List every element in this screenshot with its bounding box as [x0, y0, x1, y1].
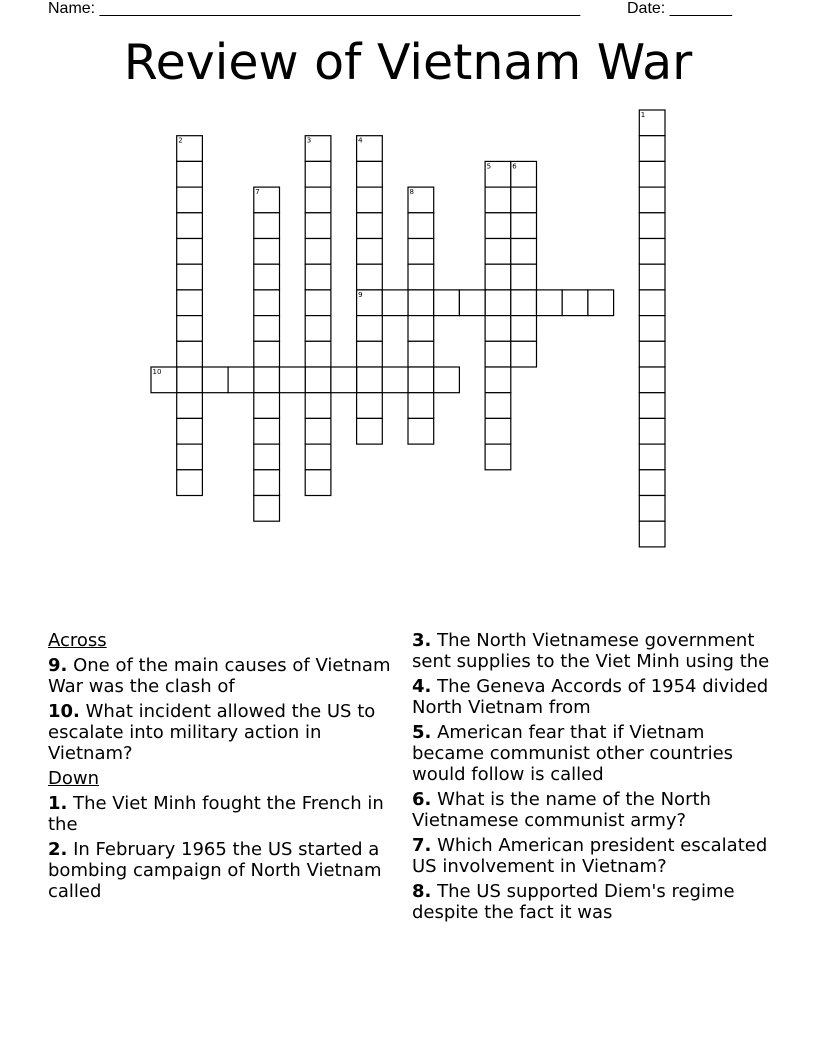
grid-cell[interactable] [177, 367, 203, 393]
grid-cell[interactable] [357, 239, 383, 265]
grid-cell[interactable] [408, 239, 434, 265]
clue-text: The North Vietnamese government sent supplies to the Viet Minh using the [412, 630, 770, 672]
grid-cell[interactable] [177, 213, 203, 239]
grid-cell[interactable] [357, 316, 383, 342]
grid-cell[interactable] [408, 418, 434, 444]
grid-cell[interactable] [357, 393, 383, 419]
grid-cell[interactable] [562, 290, 588, 316]
grid-cell[interactable] [357, 341, 383, 367]
grid-cell[interactable] [485, 264, 511, 290]
clue-text: In February 1965 the US started a bombing campaign of North Vietnam called [48, 839, 382, 902]
grid-cell[interactable] [305, 264, 331, 290]
grid-cell[interactable] [177, 470, 203, 496]
grid-cell[interactable] [639, 290, 665, 316]
grid-cell[interactable] [254, 418, 280, 444]
date-field-label: Date: _______ [627, 0, 732, 17]
clue-text: Which American president escalated US involvement in Vietnam? [412, 835, 768, 877]
grid-cell[interactable] [357, 264, 383, 290]
clue-text: The US supported Diem's regime despite the fact it was [412, 881, 735, 923]
grid-cell[interactable] [434, 367, 460, 393]
clue-number: 9. [48, 655, 68, 676]
grid-cell[interactable] [408, 393, 434, 419]
grid-cell[interactable] [254, 264, 280, 290]
grid-cell[interactable] [588, 290, 614, 316]
clue-across-9 [48, 655, 408, 697]
grid-cell[interactable] [639, 239, 665, 265]
grid-cell[interactable] [357, 418, 383, 444]
across-heading: Across [48, 630, 107, 651]
grid-cell[interactable] [305, 290, 331, 316]
grid-cell[interactable] [254, 316, 280, 342]
clue-number: 7. [412, 835, 432, 856]
grid-cell[interactable] [511, 213, 537, 239]
clue-down-3 [412, 630, 782, 672]
clue-number-label: 3 [306, 136, 312, 145]
clue-number-label: 2 [178, 136, 183, 145]
clue-number-label: 9 [358, 290, 363, 299]
grid-cell[interactable] [228, 367, 254, 393]
grid-cell[interactable] [177, 418, 203, 444]
grid-cell[interactable] [639, 496, 665, 522]
grid-cell[interactable] [177, 341, 203, 367]
grid-cell[interactable] [254, 213, 280, 239]
grid-cell[interactable] [639, 136, 665, 162]
clue-number-label: 8 [409, 188, 414, 197]
grid-cell[interactable] [485, 213, 511, 239]
down-heading: Down [48, 768, 100, 789]
grid-cell[interactable] [537, 290, 563, 316]
grid-cell[interactable] [639, 316, 665, 342]
grid-cell[interactable] [639, 470, 665, 496]
grid-cell[interactable] [639, 418, 665, 444]
grid-cell[interactable] [485, 187, 511, 213]
grid-cell[interactable] [177, 161, 203, 187]
grid-cell[interactable] [357, 213, 383, 239]
grid-cell[interactable] [202, 367, 228, 393]
clues-left-column [48, 630, 408, 906]
grid-cell[interactable] [254, 393, 280, 419]
page-title: Review of Vietnam War [123, 34, 693, 91]
grid-cell[interactable] [639, 161, 665, 187]
grid-cell[interactable] [305, 393, 331, 419]
grid-cell[interactable] [639, 341, 665, 367]
grid-cell[interactable] [485, 290, 511, 316]
clue-number-label: 7 [255, 188, 260, 197]
grid-cell[interactable] [280, 367, 306, 393]
clue-down-1 [48, 793, 408, 835]
grid-cell[interactable] [254, 341, 280, 367]
clue-number: 10. [48, 701, 80, 722]
grid-cell[interactable] [254, 290, 280, 316]
clue-number: 8. [412, 881, 432, 902]
grid-cell[interactable] [254, 470, 280, 496]
clue-text: What incident allowed the US to escalate into military action in Vietnam? [48, 701, 376, 764]
grid-cell[interactable] [511, 239, 537, 265]
grid-cell[interactable] [357, 161, 383, 187]
grid-cell[interactable] [485, 393, 511, 419]
clue-text: One of the main causes of Vietnam War was the clash of [48, 655, 391, 697]
grid-cell[interactable] [511, 264, 537, 290]
clue-number-label: 4 [358, 136, 363, 145]
clue-number: 4. [412, 676, 432, 697]
grid-cell[interactable] [485, 418, 511, 444]
clue-down-2 [48, 839, 408, 902]
grid-cell[interactable] [254, 496, 280, 522]
grid-cell[interactable] [408, 316, 434, 342]
grid-cell[interactable] [305, 161, 331, 187]
grid-cell[interactable] [177, 264, 203, 290]
clue-down-8 [412, 881, 782, 923]
grid-cell[interactable] [485, 367, 511, 393]
grid-cell[interactable] [408, 290, 434, 316]
grid-cell[interactable] [305, 444, 331, 470]
grid-cell[interactable] [305, 418, 331, 444]
grid-cell[interactable] [639, 393, 665, 419]
grid-cell[interactable] [408, 264, 434, 290]
grid-cell[interactable] [254, 239, 280, 265]
clue-text: American fear that if Vietnam became communist other countries would follow is called [412, 722, 734, 785]
grid-cell[interactable] [305, 187, 331, 213]
grid-cell[interactable] [254, 444, 280, 470]
grid-cell[interactable] [305, 470, 331, 496]
clue-number: 1. [48, 793, 68, 814]
grid-cell[interactable] [434, 290, 460, 316]
grid-cell[interactable] [408, 367, 434, 393]
grid-cell[interactable] [511, 316, 537, 342]
grid-cell[interactable] [357, 187, 383, 213]
clue-number-label: 6 [512, 162, 517, 171]
grid-cell[interactable] [639, 444, 665, 470]
grid-cell[interactable] [639, 521, 665, 547]
clue-text: The Viet Minh fought the French in the [48, 793, 384, 835]
grid-cell[interactable] [331, 367, 357, 393]
grid-cell[interactable] [639, 367, 665, 393]
clue-number-label: 1 [640, 111, 646, 119]
grid-cell[interactable] [485, 341, 511, 367]
grid-cell[interactable] [511, 187, 537, 213]
grid-cell[interactable] [254, 367, 280, 393]
grid-cell[interactable] [408, 341, 434, 367]
grid-cell[interactable] [177, 187, 203, 213]
grid-cell[interactable] [639, 264, 665, 290]
clue-down-4 [412, 676, 782, 718]
clue-text: What is the name of the North Vietnamese communist army? [412, 789, 711, 831]
grid-cell[interactable] [382, 367, 408, 393]
grid-cell[interactable] [177, 239, 203, 265]
grid-cell[interactable] [305, 239, 331, 265]
grid-cell[interactable] [305, 213, 331, 239]
grid-cell[interactable] [357, 367, 383, 393]
clues-right-column [412, 630, 782, 927]
clue-number: 2. [48, 839, 68, 860]
clue-number-label: 5 [486, 162, 492, 171]
grid-cell[interactable] [639, 187, 665, 213]
grid-cell[interactable] [639, 213, 665, 239]
grid-cell[interactable] [459, 290, 485, 316]
grid-cell[interactable] [485, 239, 511, 265]
grid-cell[interactable] [305, 341, 331, 367]
grid-cell[interactable] [305, 367, 331, 393]
clue-number-label: 10 [152, 368, 162, 376]
grid-cell[interactable] [511, 341, 537, 367]
grid-cell[interactable] [177, 393, 203, 419]
clue-text: The Geneva Accords of 1954 divided North Vietnam from [412, 676, 769, 718]
grid-cell[interactable] [485, 316, 511, 342]
grid-cell[interactable] [511, 290, 537, 316]
clue-down-6 [412, 789, 782, 831]
clue-number: 3. [412, 630, 432, 651]
grid-cell[interactable] [485, 444, 511, 470]
grid-cell[interactable] [177, 290, 203, 316]
grid-cell[interactable] [177, 444, 203, 470]
grid-cell[interactable] [305, 316, 331, 342]
name-field-label: Name: ______________________________________________________ [48, 0, 581, 17]
clue-number: 5. [412, 722, 432, 743]
grid-cell[interactable] [177, 316, 203, 342]
grid-cell[interactable] [382, 290, 408, 316]
grid-cell[interactable] [408, 213, 434, 239]
clue-down-7 [412, 835, 782, 877]
clue-number: 6. [412, 789, 432, 810]
clue-down-5 [412, 722, 782, 785]
clue-across-10 [48, 701, 408, 764]
